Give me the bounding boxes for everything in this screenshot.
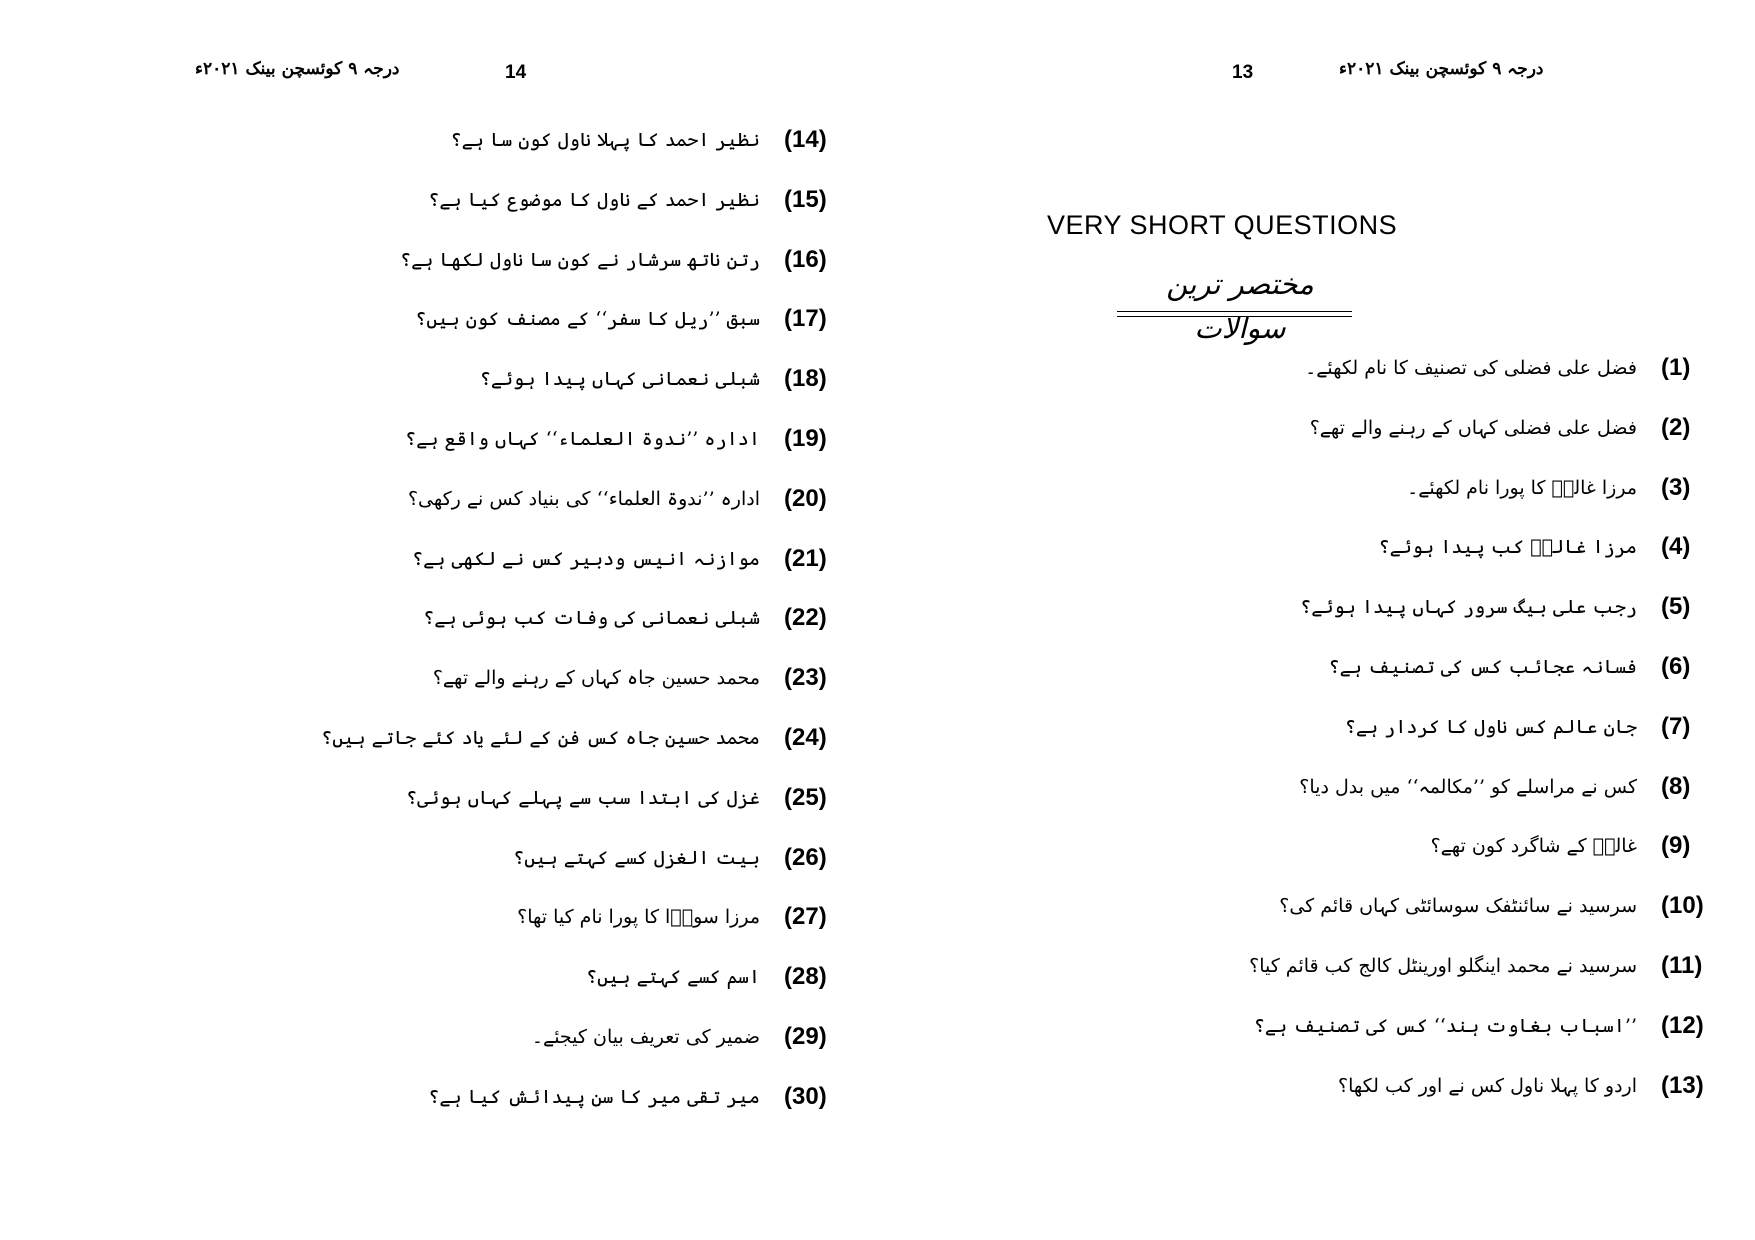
section-title-urdu: مختصر ترین سوالات <box>1166 267 1314 345</box>
question-text: ادارہ ’’ندوۃ العلماء‘‘ کہاں واقع ہے؟ <box>405 428 760 450</box>
question-number: (20) <box>784 484 827 512</box>
question-item <box>1077 1064 1727 1108</box>
question-number: (21) <box>784 544 827 572</box>
question-number: (19) <box>784 425 827 452</box>
question-text: شبلی نعمانی کہاں پیدا ہوئے؟ <box>479 368 760 391</box>
question-number: (4) <box>1661 533 1691 561</box>
question-text: مرزا غالبؔ کا پورا نام لکھئے۔ <box>1407 476 1637 499</box>
question-item <box>200 656 850 700</box>
question-number: (18) <box>784 365 827 393</box>
right-page-number: 13 <box>1232 62 1254 83</box>
question-number: (8) <box>1661 772 1691 800</box>
question-text: کس نے مراسلے کو ’’مکالمہ‘‘ میں بدل دیا؟ <box>1299 775 1637 798</box>
question-number: (26) <box>784 843 827 871</box>
right-page <box>877 0 1755 1240</box>
question-item <box>200 178 850 222</box>
question-text: مرزا غالبؔ کب پیدا ہوئے؟ <box>1378 536 1637 559</box>
question-item <box>200 716 850 760</box>
question-number: (16) <box>784 245 827 273</box>
question-text: میر تقی میر کا سن پیدائش کیا ہے؟ <box>428 1085 760 1108</box>
question-number: (6) <box>1661 653 1691 680</box>
question-number: (11) <box>1661 952 1703 979</box>
question-text: مرزا سودؔا کا پورا نام کیا تھا؟ <box>517 906 760 929</box>
question-item <box>200 357 850 401</box>
question-text: محمد حسین جاہ کس فن کے لئے یاد کئے جاتے ہیں؟ <box>321 727 760 749</box>
question-number: (17) <box>784 305 827 333</box>
left-page-number: 14 <box>505 62 527 83</box>
section-title-underline <box>1117 316 1352 317</box>
question-item <box>1077 466 1727 510</box>
question-text: غزل کی ابتدا سب سے پہلے کہاں ہوئی؟ <box>406 786 760 809</box>
question-text: ’’اسباب بغاوت ہند‘‘ کس کی تصنیف ہے؟ <box>1253 1014 1637 1037</box>
question-text: اردو کا پہلا ناول کس نے اور کب لکھا؟ <box>1338 1074 1637 1097</box>
question-item <box>1077 765 1727 809</box>
question-text: موازنہ انیس ودبیر کس نے لکھی ہے؟ <box>412 547 760 570</box>
question-number: (24) <box>784 724 827 751</box>
question-text: بیت الغزل کسے کہتے ہیں؟ <box>513 846 760 869</box>
question-item <box>1077 525 1727 569</box>
section-title-underline <box>1117 311 1352 312</box>
question-number: (3) <box>1661 473 1691 501</box>
question-item <box>1077 645 1727 689</box>
question-item <box>200 297 850 341</box>
right-header-label: درجہ ۹ کوئسچن بینک ۲۰۲۱ء <box>1339 59 1544 79</box>
question-number: (7) <box>1661 712 1691 740</box>
question-number: (27) <box>784 903 827 931</box>
question-item <box>1077 585 1727 629</box>
question-text: سرسید نے محمد اینگلو اورینٹل کالج کب قائم کیا؟ <box>1249 955 1637 977</box>
question-item <box>200 596 850 640</box>
question-text: اسم کسے کہتے ہیں؟ <box>586 966 760 989</box>
question-item <box>200 836 850 880</box>
question-number: (9) <box>1661 832 1691 860</box>
question-text: رجب علی بیگ سرور کہاں پیدا ہوئے؟ <box>1300 596 1637 619</box>
question-item <box>200 1015 850 1059</box>
question-text: رتن ناتھ سرشار نے کون سا ناول لکھا ہے؟ <box>399 248 760 271</box>
question-item <box>1077 1004 1727 1048</box>
question-item <box>1077 944 1727 988</box>
question-item <box>200 1075 850 1119</box>
question-item <box>200 477 850 521</box>
question-item <box>200 238 850 282</box>
question-number: (10) <box>1661 892 1704 920</box>
question-text: محمد حسین جاہ کہاں کے رہنے والے تھے؟ <box>432 667 760 690</box>
question-number: (13) <box>1661 1071 1704 1099</box>
question-text: ادارہ ’’ندوۃ العلماء‘‘ کی بنیاد کس نے رکھی؟ <box>407 487 760 510</box>
question-item <box>200 118 850 162</box>
section-title-english: VERY SHORT QUESTIONS <box>1047 210 1398 240</box>
question-number: (12) <box>1661 1011 1704 1039</box>
question-number: (2) <box>1661 413 1691 441</box>
question-number: (28) <box>784 963 827 991</box>
question-number: (22) <box>784 604 827 632</box>
question-number: (23) <box>784 664 827 692</box>
left-header-label: درجہ ۹ کوئسچن بینک ۲۰۲۱ء <box>195 59 400 79</box>
question-text: فضل علی فضلی کی تصنیف کا نام لکھئے۔ <box>1305 357 1637 379</box>
question-item <box>1077 346 1727 390</box>
left-page <box>0 0 877 1240</box>
question-item <box>200 895 850 939</box>
question-text: فسانہ عجائب کس کی تصنیف ہے؟ <box>1328 656 1637 678</box>
question-text: غالبؔ کے شاگرد کون تھے؟ <box>1430 835 1637 858</box>
question-item <box>1077 884 1727 928</box>
question-item <box>200 417 850 461</box>
question-text: شبلی نعمانی کی وفات کب ہوئی ہے؟ <box>423 607 760 630</box>
question-number: (14) <box>784 126 827 153</box>
question-text: نظیر احمد کے ناول کا موضوع کیا ہے؟ <box>428 188 760 211</box>
question-item <box>200 776 850 820</box>
question-number: (1) <box>1661 354 1691 381</box>
question-item <box>1077 824 1727 868</box>
question-text: فضل علی فضلی کہاں کے رہنے والے تھے؟ <box>1309 416 1637 439</box>
question-item <box>200 955 850 999</box>
question-number: (30) <box>784 1082 827 1110</box>
question-text: جان عالم کس ناول کا کردار ہے؟ <box>1344 715 1637 738</box>
question-number: (5) <box>1661 593 1691 621</box>
question-text: سرسید نے سائنٹفک سوسائٹی کہاں قائم کی؟ <box>1279 895 1637 918</box>
question-text: نظیر احمد کا پہلا ناول کون سا ہے؟ <box>450 129 760 151</box>
question-number: (29) <box>784 1023 827 1050</box>
question-text: سبق ’’ریل کا سفر‘‘ کے مصنف کون ہیں؟ <box>415 308 760 331</box>
question-item <box>1077 406 1727 450</box>
question-number: (25) <box>784 783 827 811</box>
question-item <box>1077 705 1727 749</box>
question-text: ضمیر کی تعریف بیان کیجئے۔ <box>531 1026 760 1048</box>
question-item <box>200 537 850 581</box>
question-number: (15) <box>784 185 827 213</box>
